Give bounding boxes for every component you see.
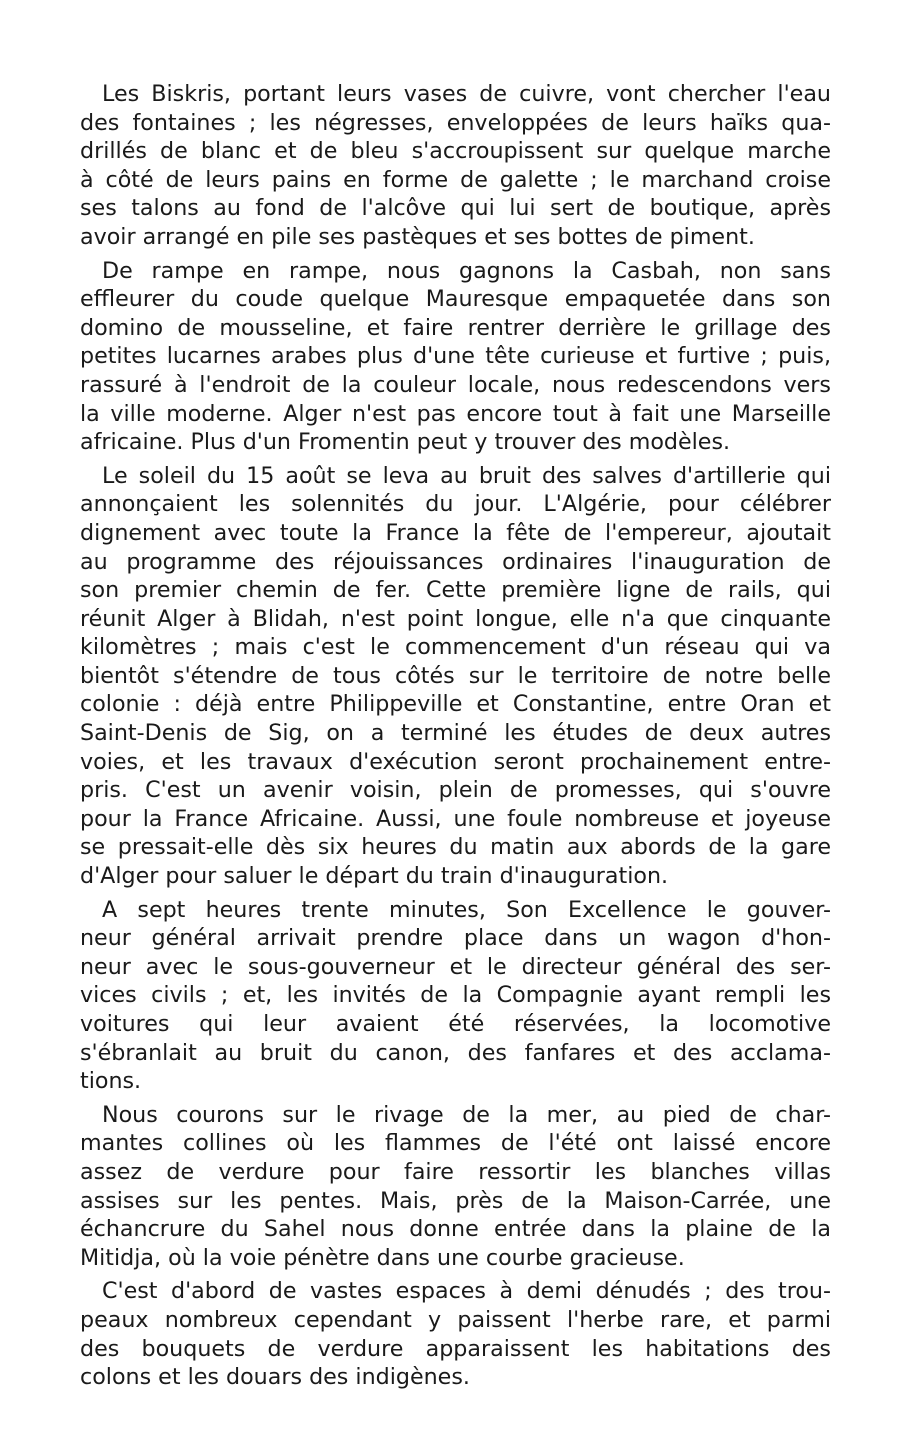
text-line: Les Biskris, portant leurs vases de cuivre, vont chercher l'eau: [102, 81, 831, 107]
text-line: assises sur les pentes. Mais, près de la Maison-Carrée, une: [80, 1187, 831, 1214]
text-line: drillés de blanc et de bleu s'accroupissent sur quelque marche: [80, 138, 831, 165]
text-line: des bouquets de verdure apparaissent les habitations des: [80, 1335, 831, 1362]
text-line: son premier chemin de fer. Cette première ligne de rails, qui: [80, 577, 831, 604]
text-line: effleurer du coude quelque Mauresque empaquetée dans son: [80, 286, 831, 313]
text-line: s'ébranlait au bruit du canon, des fanfares et des acclama-: [80, 1039, 831, 1066]
text-line: Saint-Denis de Sig, on a terminé les études de deux autres: [80, 720, 831, 747]
paragraph: [80, 1277, 831, 1391]
text-line: Mitidja, où la voie pénètre dans une courbe gracieuse.: [80, 1244, 685, 1271]
text-line: vices civils ; et, les invités de la Compagnie ayant rempli les: [80, 982, 831, 1009]
text-line: colonie : déjà entre Philippeville et Constantine, entre Oran et: [80, 691, 831, 718]
paragraph: [80, 1101, 831, 1273]
text-line: réunit Alger à Blidah, n'est point longue, elle n'a que cinquante: [80, 605, 831, 632]
text-line: neur avec le sous-gouverneur et le directeur général des ser-: [80, 953, 831, 980]
text-line: tions.: [80, 1068, 142, 1095]
text-line: Nous courons sur le rivage de la mer, au pied de char-: [102, 1101, 831, 1128]
text-line: assez de verdure pour faire ressortir les blanches villas: [80, 1158, 831, 1185]
text-line: rassuré à l'endroit de la couleur locale, nous redescendons vers: [80, 371, 831, 398]
text-line: à côté de leurs pains en forme de galette ; le marchand croise: [80, 166, 831, 193]
text-line: africaine. Plus d'un Fromentin peut y trouver des modèles.: [80, 429, 731, 456]
paragraph: [80, 80, 831, 252]
paragraph: [80, 257, 831, 457]
text-line: se pressait-elle dès six heures du matin aux abords de la gare: [80, 834, 831, 861]
text-line: pour la France Africaine. Aussi, une foule nombreuse et joyeuse: [80, 805, 831, 832]
text-line: dignement avec toute la France la fête de l'empereur, ajoutait: [80, 519, 831, 546]
text-line: pris. C'est un avenir voisin, plein de promesses, qui s'ouvre: [80, 777, 831, 804]
text-line: peaux nombreux cependant y paissent l'herbe rare, et parmi: [80, 1306, 831, 1333]
text-line: annonçaient les solennités du jour. L'Algérie, pour célébrer: [80, 491, 831, 518]
text-line: De rampe en rampe, nous gagnons la Casbah, non sans: [102, 257, 831, 284]
text-line: kilomètres ; mais c'est le commencement d'un réseau qui va: [80, 634, 831, 661]
text-line: ses talons au fond de l'alcôve qui lui sert de boutique, après: [80, 195, 831, 222]
text-line: colons et les douars des indigènes.: [80, 1364, 470, 1391]
text-line: bientôt s'étendre de tous côtés sur le territoire de notre belle: [80, 662, 831, 689]
text-line: échancrure du Sahel nous donne entrée dans la plaine de la: [80, 1216, 831, 1243]
text-line: voitures qui leur avaient été réservées, la locomotive: [80, 1011, 831, 1037]
text-line: neur général arrivait prendre place dans un wagon d'hon-: [80, 925, 831, 952]
body-text: [80, 80, 831, 1392]
text-line: petites lucarnes arabes plus d'une tête curieuse et furtive ; puis,: [80, 343, 831, 370]
text-line: C'est d'abord de vastes espaces à demi dénudés ; des trou-: [102, 1278, 831, 1305]
text-line: domino de mousseline, et faire rentrer derrière le grillage des: [80, 314, 831, 341]
text-line: avoir arrangé en pile ses pastèques et ses bottes de piment.: [80, 223, 755, 250]
paragraph: [80, 462, 831, 891]
text-line: A sept heures trente minutes, Son Excellence le gouver-: [102, 896, 831, 923]
text-line: d'Alger pour saluer le départ du train d'inauguration.: [80, 863, 669, 890]
text-line: Le soleil du 15 août se leva au bruit des salves d'artillerie qui: [102, 462, 831, 489]
text-line: mantes collines où les flammes de l'été ont laissé encore: [80, 1130, 831, 1157]
text-line: voies, et les travaux d'exécution seront prochainement entre-: [80, 748, 831, 775]
paragraph: [80, 896, 831, 1096]
text-line: au programme des réjouissances ordinaires l'inauguration de: [80, 548, 831, 575]
text-line: la ville moderne. Alger n'est pas encore tout à fait une Marseille: [80, 400, 831, 427]
text-line: des fontaines ; les négresses, enveloppées de leurs haïks qua-: [80, 109, 831, 136]
